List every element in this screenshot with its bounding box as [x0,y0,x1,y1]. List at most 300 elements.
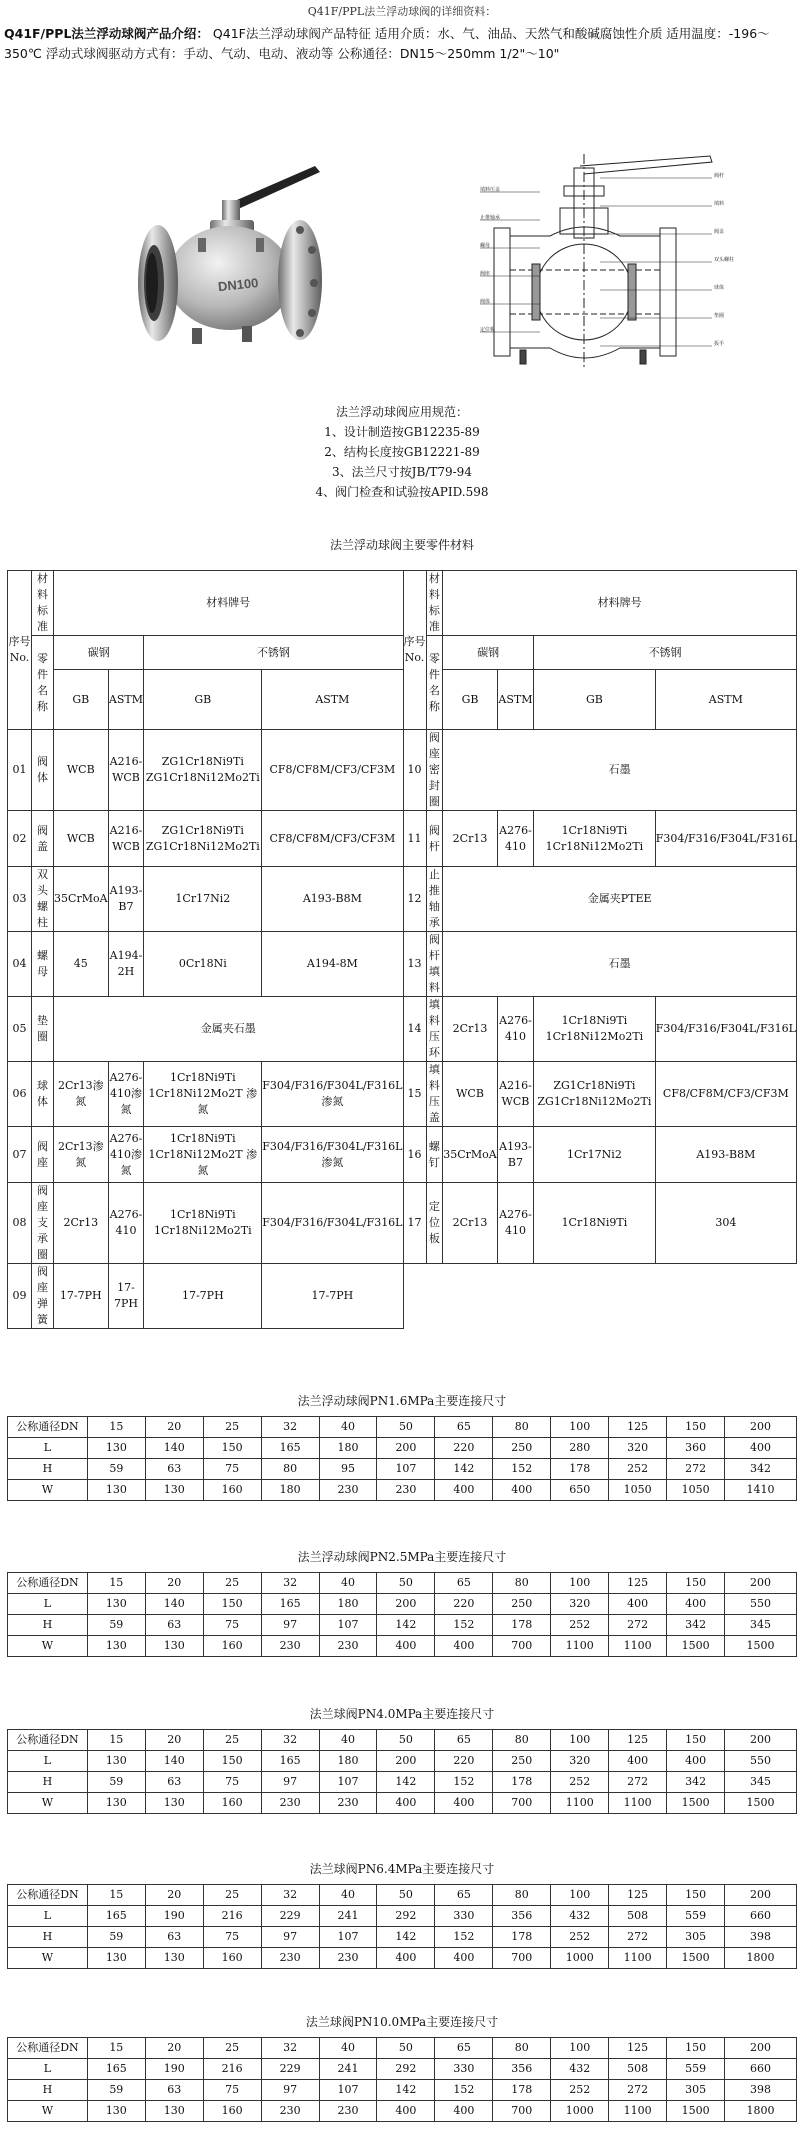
dim-cell: 180 [319,1751,377,1772]
dim-cell: 272 [609,1615,667,1636]
part-no: 12 [403,867,426,932]
row-header-cell: H [8,2080,88,2101]
dim-cell: 1100 [609,1636,667,1657]
stainless-gb: 1Cr17Ni2 [144,867,262,932]
parts-materials-table [7,570,797,1329]
dim-cell: 59 [87,1459,145,1480]
dim-cell: 142 [435,1459,493,1480]
standards-item: 2、结构长度按GB12221-89 [324,445,480,459]
dim-cell: 178 [493,1927,551,1948]
dim-cell: 130 [87,1751,145,1772]
part-no: 09 [8,1264,32,1329]
dim-cell: 80 [261,1459,319,1480]
dim-cell: 241 [319,2059,377,2080]
row-header-cell: 公称通径DN [8,2038,88,2059]
drawing-handle [580,156,712,174]
dim-cell: 150 [667,1417,725,1438]
dim-cell: 15 [87,1885,145,1906]
product-intro [4,24,800,64]
dim-cell: 97 [261,2080,319,2101]
dim-cell: 230 [261,1948,319,1969]
dim-cell: 356 [493,2059,551,2080]
dim-cell: 59 [87,2080,145,2101]
dim-cell: 330 [435,2059,493,2080]
header-stainless: 不锈钢 [144,636,403,670]
dim-cell: 200 [377,1594,435,1615]
dim-cell: 40 [319,1573,377,1594]
carbon-astm: A193-B7 [497,1127,533,1183]
dim-cell: 400 [609,1751,667,1772]
row-header-cell: H [8,1459,88,1480]
stainless-astm: F304/F316/F304L/F316L 渗氮 [262,1127,403,1183]
dim-cell: 59 [87,1772,145,1793]
dim-cell: 63 [145,2080,203,2101]
standards-item: 4、阀门检查和试验按APID.598 [315,485,489,499]
dim-table-title: 法兰球阀PN4.0MPa主要连接尺寸 [309,1707,495,1721]
dim-header-row [8,1573,797,1594]
dim-cell: 142 [377,1615,435,1636]
dim-cell: 50 [377,2038,435,2059]
dim-cell: 32 [261,1885,319,1906]
stainless-astm: F304/F316/F304L/F316L 渗氮 [262,1062,403,1127]
material-merged: 石墨 [443,730,797,811]
table-row [8,2059,797,2080]
dim-cell: 40 [319,1885,377,1906]
dim-cell: 50 [377,1730,435,1751]
dim-cell: 342 [725,1459,797,1480]
dim-cell: 130 [145,1636,203,1657]
standards-item: 1、设计制造按GB12235-89 [324,425,480,439]
dim-header-row [8,2038,797,2059]
dim-cell: 200 [725,1573,797,1594]
carbon-gb: 2Cr13 [443,1183,498,1264]
stainless-gb: 1Cr17Ni2 [534,1127,656,1183]
header-gb: GB [443,670,498,730]
dim-cell: 80 [493,1417,551,1438]
dim-cell: 75 [203,1459,261,1480]
dim-cell: 178 [493,1772,551,1793]
dim-cell: 1500 [725,1636,797,1657]
part-name: 阀杆 [426,811,443,867]
dim-cell: 400 [609,1594,667,1615]
callout-label: 双头螺柱 [714,257,735,263]
dim-cell: 230 [261,2101,319,2122]
dim-cell: 40 [319,1730,377,1751]
dim-cell: 107 [319,1927,377,1948]
dim-cell: 252 [551,1615,609,1636]
part-name: 填料压环 [426,997,443,1062]
dim-cell: 400 [493,1480,551,1501]
row-header-cell: L [8,1906,88,1927]
dim-cell: 80 [493,2038,551,2059]
dim-cell: 241 [319,1906,377,1927]
dim-cell: 152 [435,1927,493,1948]
header-astm: ASTM [497,670,533,730]
dim-header-row [8,1417,797,1438]
dim-cell: 65 [435,2038,493,2059]
header-astm: ASTM [108,670,144,730]
dim-cell: 50 [377,1885,435,1906]
dim-cell: 150 [667,1730,725,1751]
stainless-astm: CF8/CF8M/CF3/CF3M [262,730,403,811]
stainless-gb: 1Cr18Ni9Ti 1Cr18Ni12Mo2Ti [144,1183,262,1264]
dim-cell: 320 [551,1594,609,1615]
dim-cell: 229 [261,1906,319,1927]
material-merged: 金属夹石墨 [54,997,403,1062]
dim-cell: 559 [667,2059,725,2080]
dim-cell: 305 [667,2080,725,2101]
dim-cell: 63 [145,1459,203,1480]
carbon-gb: 17-7PH [54,1264,109,1329]
dim-cell: 230 [261,1793,319,1814]
dim-cell: 32 [261,1730,319,1751]
dim-cell: 178 [493,2080,551,2101]
dim-cell: 700 [493,2101,551,2122]
dim-cell: 550 [725,1594,797,1615]
dim-cell: 252 [551,1772,609,1793]
dim-cell: 1500 [725,1793,797,1814]
carbon-gb: 35CrMoA [443,1127,498,1183]
stainless-astm: F304/F316/F304L/F316L [655,997,796,1062]
dim-cell: 230 [319,2101,377,2122]
header-astm: ASTM [262,670,403,730]
callout-label: 螺母 [480,243,491,249]
dimension-table [7,2037,797,2122]
dim-header-row [8,1885,797,1906]
callout-label: 阀座 [480,271,491,277]
dim-cell: 142 [377,1927,435,1948]
header-gb: GB [534,670,656,730]
standards-title: 法兰浮动球阀应用规范： [335,405,468,419]
stainless-gb: 17-7PH [144,1264,262,1329]
dim-cell: 230 [377,1480,435,1501]
header-grade: 材料牌号 [54,571,403,636]
dimension-table [7,1416,797,1501]
dim-cell: 65 [435,1730,493,1751]
table-row [8,1906,797,1927]
dim-cell: 1100 [609,1793,667,1814]
dim-cell: 20 [145,1417,203,1438]
header-carbon: 碳钢 [54,636,144,670]
stainless-astm: CF8/CF8M/CF3/CF3M [262,811,403,867]
part-name: 螺母 [32,932,54,997]
row-header-cell: 公称通径DN [8,1730,88,1751]
dim-cell: 272 [667,1459,725,1480]
dim-cell: 63 [145,1615,203,1636]
dim-cell: 40 [319,2038,377,2059]
dim-cell: 252 [551,1927,609,1948]
dim-cell: 160 [203,1793,261,1814]
intro-lead: Q41F/PPL法兰浮动球阀产品介绍： [4,26,209,41]
dim-cell: 142 [377,2080,435,2101]
dim-cell: 165 [87,2059,145,2080]
dim-cell: 95 [319,1459,377,1480]
dim-cell: 25 [203,1573,261,1594]
dim-cell: 1100 [609,1948,667,1969]
dim-cell: 1100 [609,2101,667,2122]
dim-cell: 130 [87,1793,145,1814]
dim-cell: 100 [551,1730,609,1751]
dim-cell: 200 [725,1417,797,1438]
dim-cell: 178 [551,1459,609,1480]
dim-cell: 63 [145,1927,203,1948]
valve-photo [110,158,340,368]
dim-cell: 75 [203,2080,261,2101]
dim-cell: 398 [725,1927,797,1948]
dim-cell: 230 [319,1636,377,1657]
carbon-gb: 35CrMoA [54,867,109,932]
dim-cell: 107 [319,1615,377,1636]
dim-cell: 140 [145,1594,203,1615]
dim-cell: 97 [261,1615,319,1636]
stainless-astm: 17-7PH [262,1264,403,1329]
dim-cell: 1410 [725,1480,797,1501]
row-header-cell: H [8,1927,88,1948]
valve-body-marking: DN100 [217,275,260,295]
header-no: 序号No. [8,571,32,730]
row-header-cell: 公称通径DN [8,1573,88,1594]
dim-cell: 152 [493,1459,551,1480]
dim-cell: 160 [203,1948,261,1969]
dim-cell: 1050 [667,1480,725,1501]
row-header-cell: 公称通径DN [8,1885,88,1906]
dim-cell: 75 [203,1927,261,1948]
dim-table-title: 法兰浮动球阀PN2.5MPa主要连接尺寸 [297,1550,507,1564]
dim-cell: 130 [87,1636,145,1657]
dim-cell: 400 [377,1793,435,1814]
dim-cell: 160 [203,2101,261,2122]
dim-table-title: 法兰球阀PN6.4MPa主要连接尺寸 [309,1862,495,1876]
stainless-astm: CF8/CF8M/CF3/CF3M [655,1062,796,1127]
dim-cell: 400 [377,1636,435,1657]
stainless-gb: 1Cr18Ni9Ti 1Cr18Ni12Mo2Ti [534,811,656,867]
table-row [8,1438,797,1459]
dim-cell: 107 [319,2080,377,2101]
dim-cell: 1800 [725,1948,797,1969]
dim-cell: 250 [493,1438,551,1459]
dim-table-title: 法兰浮动球阀PN1.6MPa主要连接尺寸 [297,1394,507,1408]
dim-cell: 700 [493,1948,551,1969]
table-row [8,1772,797,1793]
stainless-astm: A193-B8M [655,1127,796,1183]
dimension-table [7,1729,797,1814]
dim-cell: 220 [435,1438,493,1459]
dim-cell: 125 [609,1573,667,1594]
table-row [8,1127,797,1183]
dim-cell: 508 [609,1906,667,1927]
header-std: 材料标准 [426,571,443,636]
dim-cell: 400 [435,1793,493,1814]
carbon-astm: A194-2H [108,932,144,997]
carbon-gb: 45 [54,932,109,997]
carbon-astm: A276-410渗氮 [108,1127,144,1183]
part-no: 16 [403,1127,426,1183]
dim-cell: 200 [377,1438,435,1459]
dim-cell: 75 [203,1615,261,1636]
dim-cell: 1000 [551,1948,609,1969]
dim-cell: 130 [87,1438,145,1459]
dim-cell: 125 [609,1885,667,1906]
dim-cell: 400 [435,1948,493,1969]
part-name: 填料压盖 [426,1062,443,1127]
row-header-cell: H [8,1772,88,1793]
table-row [8,1927,797,1948]
dim-cell: 700 [493,1636,551,1657]
part-name: 阀盖 [32,811,54,867]
part-no: 06 [8,1062,32,1127]
dim-cell: 32 [261,2038,319,2059]
dim-cell: 32 [261,1573,319,1594]
row-header-cell: W [8,1948,88,1969]
stainless-astm: F304/F316/F304L/F316L [262,1183,403,1264]
dim-cell: 130 [145,1948,203,1969]
table-row [8,1183,797,1264]
dim-cell: 1500 [667,1793,725,1814]
dim-cell: 125 [609,2038,667,2059]
dim-cell: 140 [145,1438,203,1459]
material-merged: 石墨 [443,932,797,997]
dimension-table [7,1572,797,1657]
dim-cell: 1500 [667,2101,725,2122]
part-name: 止推轴承 [426,867,443,932]
part-no: 13 [403,932,426,997]
part-no: 07 [8,1127,32,1183]
dim-cell: 400 [667,1594,725,1615]
row-header-cell: L [8,1438,88,1459]
carbon-gb: 2Cr13 [443,811,498,867]
dim-cell: 50 [377,1573,435,1594]
dim-cell: 400 [435,1636,493,1657]
carbon-astm: A193-B7 [108,867,144,932]
dim-cell: 20 [145,1573,203,1594]
dim-cell: 216 [203,1906,261,1927]
callout-label: 填料压盖 [480,187,501,193]
dim-cell: 15 [87,1730,145,1751]
part-name: 垫圈 [32,997,54,1062]
row-header-cell: L [8,1594,88,1615]
part-no: 15 [403,1062,426,1127]
carbon-astm: A216-WCB [108,730,144,811]
part-no: 11 [403,811,426,867]
carbon-astm: A276-410 [497,811,533,867]
callout-label: 止推轴承 [480,215,501,221]
dim-cell: 97 [261,1772,319,1793]
table-row [8,1636,797,1657]
parts-table-title: 法兰浮动球阀主要零件材料 [329,538,474,552]
callout-label: 阀体 [480,299,491,305]
dim-cell: 15 [87,1417,145,1438]
dim-cell: 200 [725,1730,797,1751]
carbon-astm: A276-410 [108,1183,144,1264]
carbon-gb: 2Cr13 [54,1183,109,1264]
dim-cell: 220 [435,1751,493,1772]
dim-cell: 660 [725,2059,797,2080]
carbon-gb: 2Cr13 [443,997,498,1062]
part-name: 阀座弹簧 [32,1264,54,1329]
stainless-gb: ZG1Cr18Ni9Ti ZG1Cr18Ni12Mo2Ti [534,1062,656,1127]
table-row [8,2101,797,2122]
dim-cell: 20 [145,1885,203,1906]
dim-cell: 345 [725,1772,797,1793]
dim-cell: 292 [377,1906,435,1927]
dim-cell: 107 [377,1459,435,1480]
dim-cell: 130 [145,1793,203,1814]
table-row [8,1615,797,1636]
dim-cell: 320 [609,1438,667,1459]
header-std: 材料标准 [32,571,54,636]
part-no: 05 [8,997,32,1062]
page-title: Q41F/PPL法兰浮动球阀的详细资料： [307,5,497,18]
dim-cell: 165 [261,1438,319,1459]
table-row [8,1264,797,1329]
carbon-astm: 17-7PH [108,1264,144,1329]
dim-cell: 360 [667,1438,725,1459]
dim-cell: 432 [551,1906,609,1927]
dim-cell: 20 [145,2038,203,2059]
dim-cell: 165 [261,1751,319,1772]
dim-cell: 190 [145,2059,203,2080]
header-carbon: 碳钢 [443,636,534,670]
dim-cell: 100 [551,2038,609,2059]
dim-cell: 32 [261,1417,319,1438]
row-header-cell: W [8,2101,88,2122]
callout-label: 球体 [714,285,725,291]
dim-cell: 15 [87,1573,145,1594]
callout-label: 定位板 [480,327,496,333]
dim-cell: 25 [203,1885,261,1906]
dim-cell: 230 [261,1636,319,1657]
valve-section-drawing [480,148,760,373]
table-row [8,811,797,867]
row-header-cell: L [8,2059,88,2080]
part-no: 03 [8,867,32,932]
dim-cell: 107 [319,1772,377,1793]
carbon-astm: A276-410 [497,997,533,1062]
stainless-astm: A193-B8M [262,867,403,932]
table-row [8,1751,797,1772]
dim-cell: 398 [725,2080,797,2101]
handle-lever [230,166,320,210]
product-figures [0,148,804,378]
dim-cell: 150 [203,1438,261,1459]
dim-cell: 229 [261,2059,319,2080]
material-merged: 金属夹PTEE [443,867,797,932]
dim-cell: 190 [145,1906,203,1927]
dim-cell: 40 [319,1417,377,1438]
dim-cell: 400 [435,1480,493,1501]
dim-cell: 180 [319,1438,377,1459]
dim-cell: 100 [551,1885,609,1906]
row-header-cell: W [8,1793,88,1814]
dim-cell: 140 [145,1751,203,1772]
dim-cell: 65 [435,1417,493,1438]
standards-block [0,402,804,502]
stainless-gb: 1Cr18Ni9Ti 1Cr18Ni12Mo2T 渗氮 [144,1127,262,1183]
dim-cell: 165 [87,1906,145,1927]
callout-label: 扳手 [714,341,725,347]
dim-cell: 100 [551,1573,609,1594]
dim-cell: 152 [435,1772,493,1793]
header-no: 序号No. [403,571,426,730]
header-gb: GB [54,670,109,730]
dim-cell: 150 [667,1573,725,1594]
callout-label: 阀杆 [714,173,725,179]
dim-cell: 150 [667,1885,725,1906]
stainless-astm: F304/F316/F304L/F316L [655,811,796,867]
dim-cell: 1800 [725,2101,797,2122]
dim-cell: 130 [145,2101,203,2122]
dim-cell: 125 [609,1417,667,1438]
